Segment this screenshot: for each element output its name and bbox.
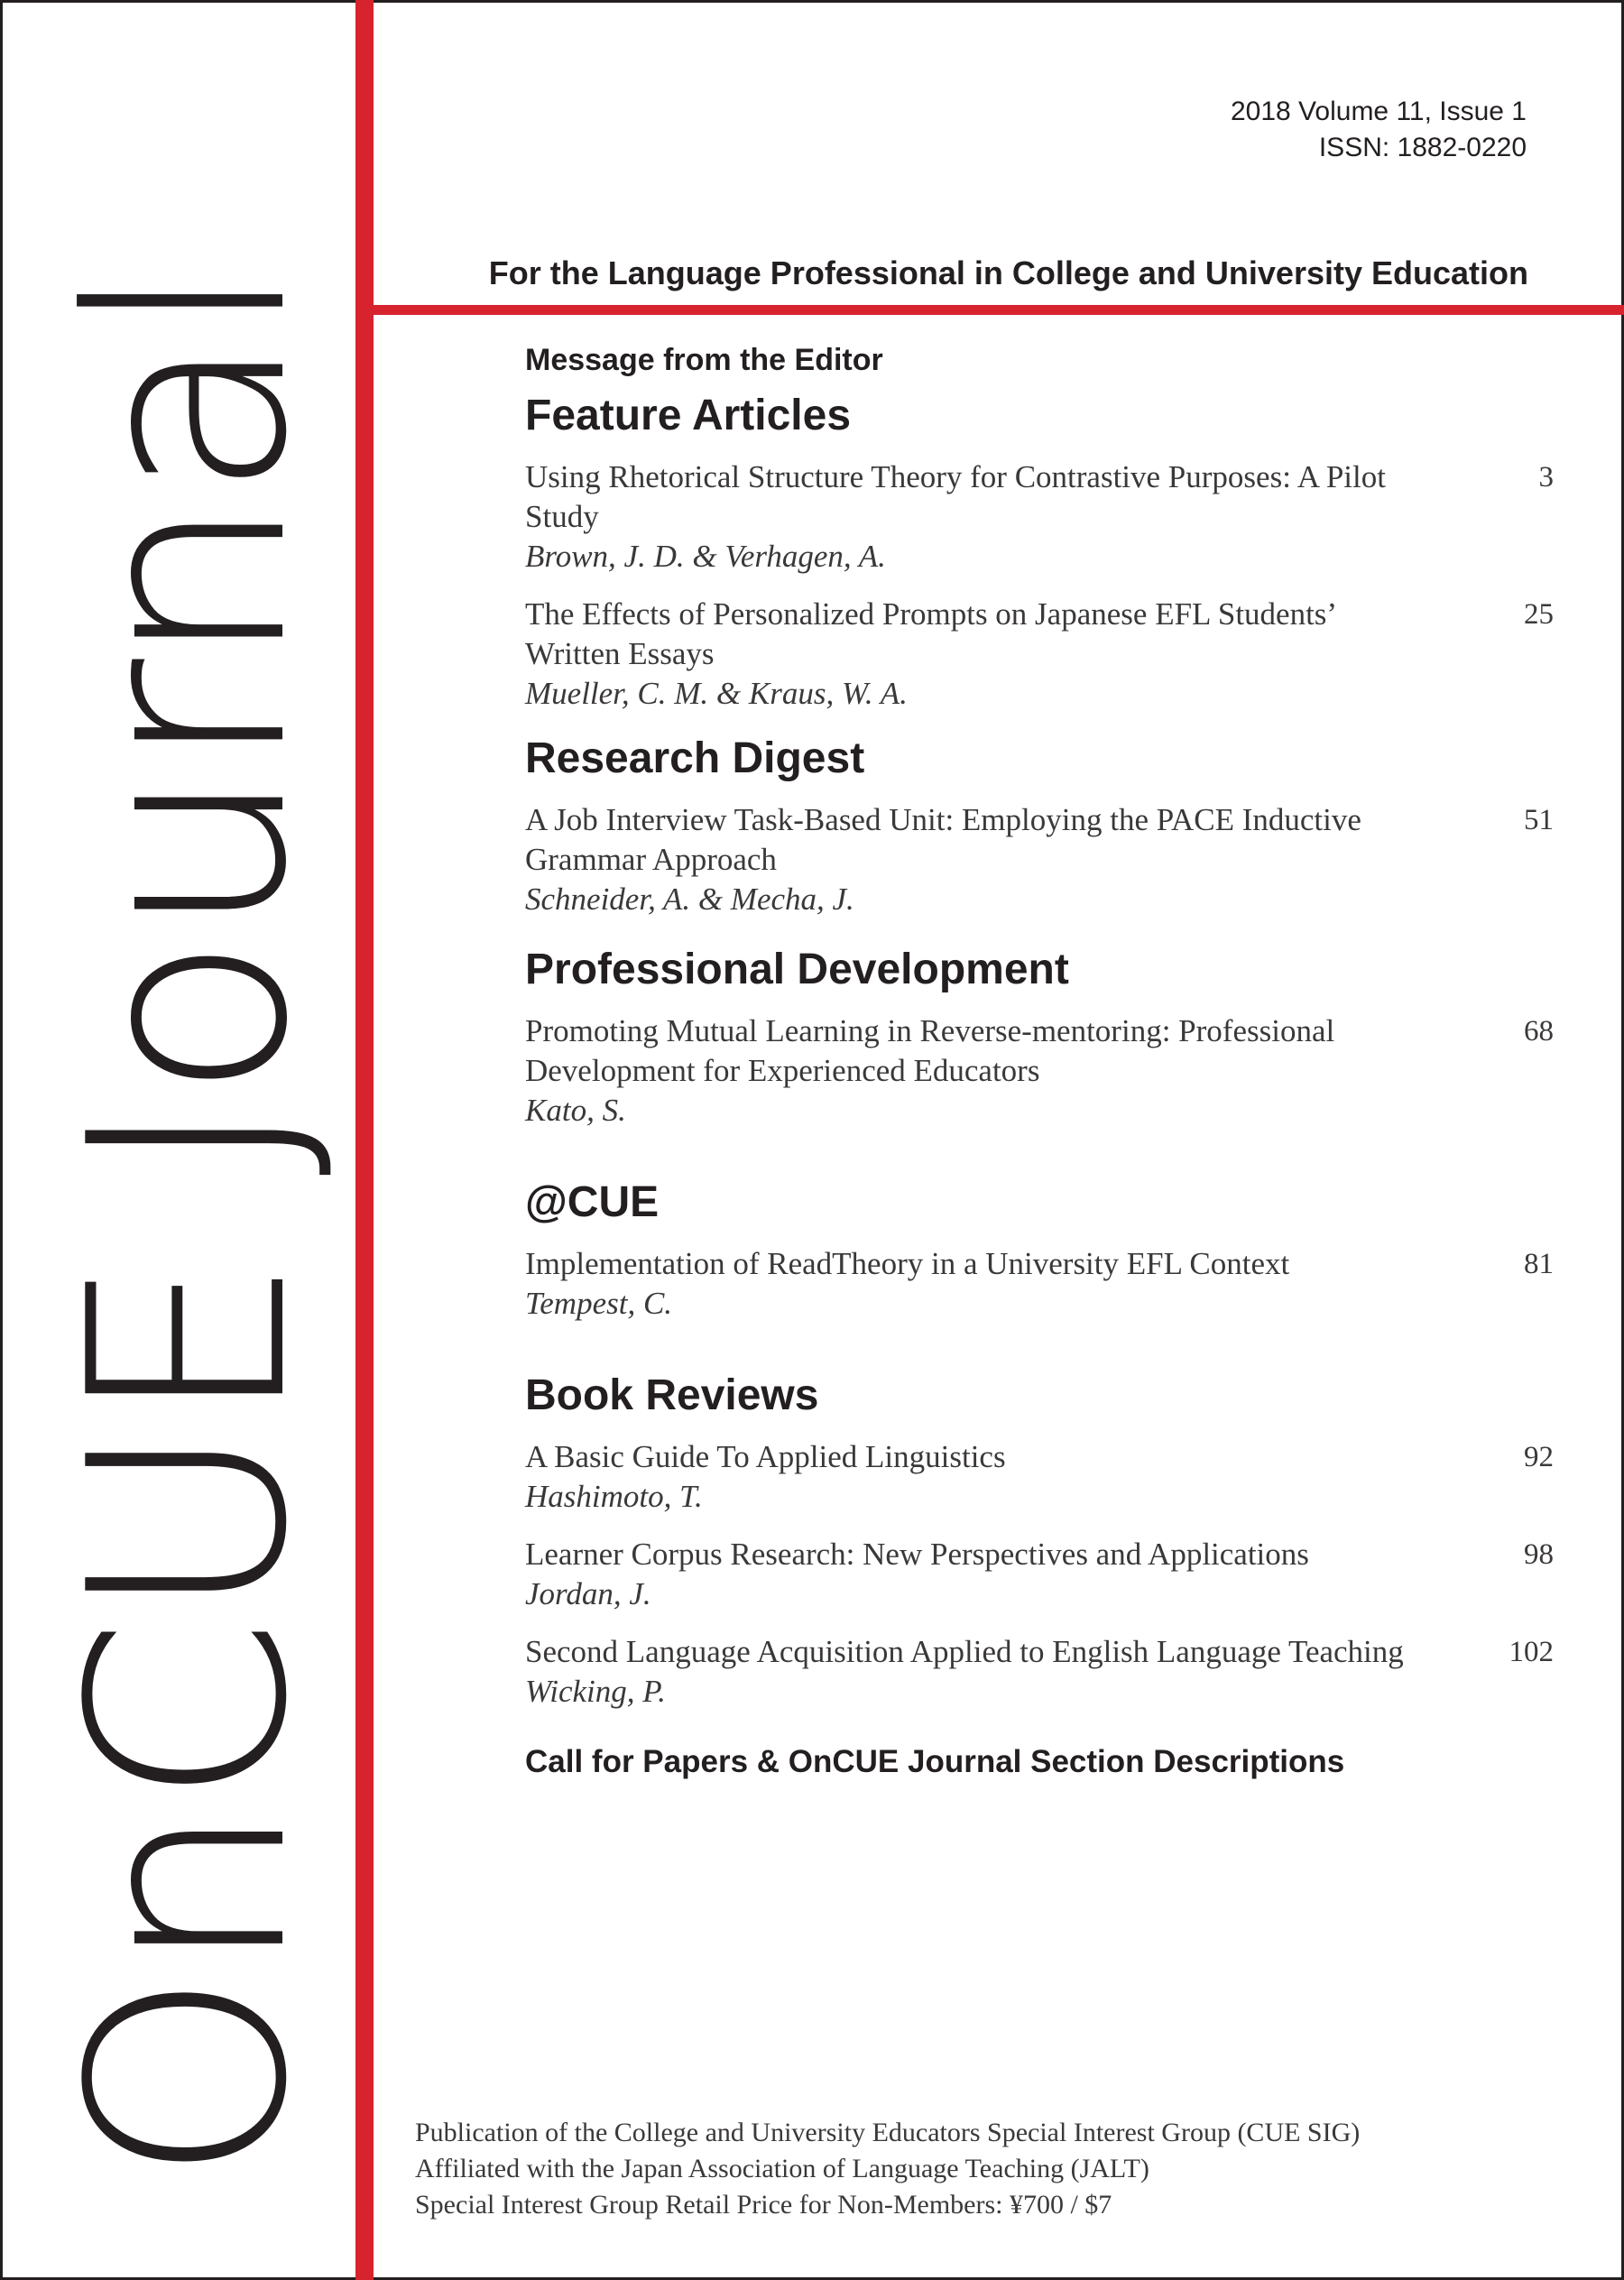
red-horizontal-rule — [374, 305, 1624, 315]
toc-entry[interactable] — [525, 1437, 1554, 1517]
entry-title: Promoting Mutual Learning in Reverse-mentoring: Professional Development for Experienced Educators — [525, 1013, 1335, 1088]
entry-page-number: 68 — [1524, 1015, 1554, 1048]
entry-title: Learner Corpus Research: New Perspectives and Applications — [525, 1537, 1309, 1572]
entry-page-number: 102 — [1509, 1636, 1554, 1668]
footer-line: Publication of the College and University Educators Special Interest Group (CUE SIG) — [415, 2118, 1361, 2147]
issue-info — [1231, 94, 1527, 166]
journal-masthead: OnCUE Journal — [32, 265, 346, 2183]
editor-message-link[interactable]: Message from the Editor — [525, 343, 883, 377]
toc-sections — [525, 389, 1554, 1712]
entry-title: Using Rhetorical Structure Theory for Contrastive Purposes: A Pilot Study — [525, 459, 1386, 534]
toc-entry[interactable] — [525, 1244, 1554, 1324]
toc-entry[interactable] — [525, 457, 1554, 577]
footer-line: Affiliated with the Japan Association of Language Teaching (JALT) — [415, 2154, 1149, 2183]
entry-page-number: 98 — [1524, 1538, 1554, 1571]
entry-page-number: 25 — [1524, 598, 1554, 631]
red-vertical-rule — [355, 0, 374, 2280]
entry-page-number: 51 — [1524, 804, 1554, 836]
section-title: Research Digest — [525, 734, 865, 782]
publication-footer — [415, 2115, 1360, 2223]
entry-author: Wicking, P. — [525, 1674, 666, 1709]
entry-page-number: 92 — [1524, 1441, 1554, 1473]
toc-entry[interactable] — [525, 1535, 1554, 1614]
entry-title: A Basic Guide To Applied Linguistics — [525, 1439, 1006, 1474]
call-for-papers-link[interactable]: Call for Papers & OnCUE Journal Section Descriptions — [525, 1744, 1345, 1779]
section-title: Book Reviews — [525, 1371, 819, 1419]
entry-author: Brown, J. D. & Verhagen, A. — [525, 539, 886, 574]
entry-title: A Job Interview Task-Based Unit: Employing the PACE Inductive Grammar Approach — [525, 802, 1361, 877]
toc-entry[interactable] — [525, 1632, 1554, 1712]
toc-section — [525, 943, 1554, 1131]
toc-section — [525, 1369, 1554, 1712]
section-title: @CUE — [525, 1178, 660, 1226]
toc-section — [525, 732, 1554, 919]
entry-title: The Effects of Personalized Prompts on Japanese EFL Students’ Written Essays — [525, 596, 1335, 671]
toc-entry[interactable] — [525, 800, 1554, 919]
entry-author: Jordan, J. — [525, 1576, 651, 1611]
toc-entry[interactable] — [525, 595, 1554, 714]
entry-author: Mueller, C. M. & Kraus, W. A. — [525, 676, 908, 711]
toc-section — [525, 389, 1554, 714]
entry-author: Schneider, A. & Mecha, J. — [525, 882, 854, 917]
entry-author: Tempest, C. — [525, 1286, 673, 1321]
footer-line: Special Interest Group Retail Price for Non-Members: ¥700 / $7 — [415, 2190, 1112, 2220]
entry-page-number: 81 — [1524, 1248, 1554, 1280]
entry-author: Hashimoto, T. — [525, 1479, 703, 1514]
section-title: Feature Articles — [525, 392, 852, 439]
entry-author: Kato, S. — [525, 1093, 626, 1128]
issn: ISSN: 1882-0220 — [1318, 133, 1527, 162]
tagline: For the Language Professional in College and University Education — [488, 254, 1528, 291]
toc-section — [525, 1176, 1554, 1324]
table-of-contents — [525, 343, 1554, 1780]
volume-line: 2018 Volume 11, Issue 1 — [1230, 97, 1527, 126]
entry-page-number: 3 — [1538, 461, 1554, 494]
toc-entry[interactable] — [525, 1011, 1554, 1131]
entry-title: Second Language Acquisition Applied to English Language Teaching — [525, 1634, 1404, 1669]
section-title: Professional Development — [525, 946, 1069, 993]
entry-title: Implementation of ReadTheory in a University EFL Context — [525, 1246, 1290, 1281]
